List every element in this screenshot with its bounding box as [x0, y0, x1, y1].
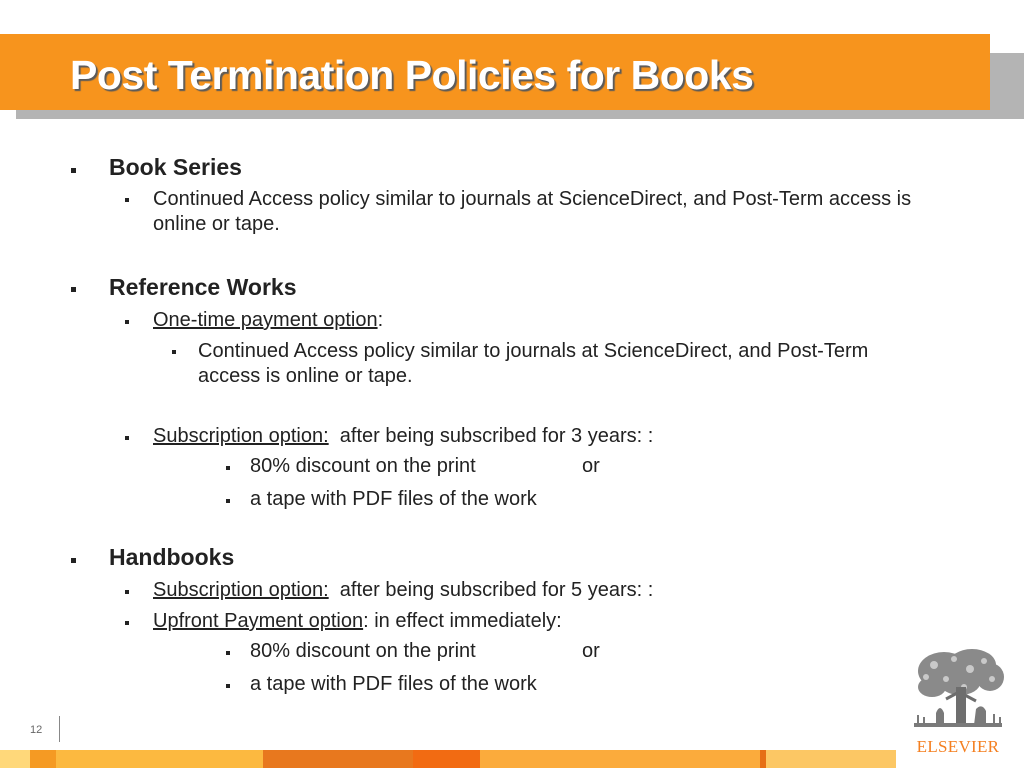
- page-divider: [59, 716, 60, 742]
- bullet-icon: [71, 287, 76, 292]
- hb-upfront-option: Upfront Payment option: [153, 610, 364, 632]
- hb-or: or: [582, 640, 600, 662]
- hb-upfront-line: [153, 610, 562, 633]
- book-series-item-line1: Continued Access policy similar to journals at ScienceDirect, and Post-Term access is: [153, 188, 912, 210]
- onetime-sub-line1: Continued Access policy similar to journals at ScienceDirect, and Post-Term: [198, 340, 869, 362]
- hb-subscription-option: Subscription option:: [153, 579, 329, 601]
- elsevier-logo-text: ELSEVIER: [916, 737, 1000, 756]
- footer-bar-segment: [56, 750, 263, 768]
- bullet-icon: [71, 558, 76, 563]
- footer-bar-segment: [480, 750, 760, 768]
- bullet-icon: [125, 590, 129, 594]
- bullet-icon: [125, 320, 129, 324]
- bullet-icon: [125, 198, 129, 202]
- elsevier-tree-icon: [910, 647, 1006, 733]
- book-series-item-line2: online or tape.: [153, 213, 280, 235]
- footer-bar-segment: [0, 750, 30, 768]
- onetime-sub-line2: access is online or tape.: [198, 365, 413, 387]
- bullet-icon: [226, 466, 230, 470]
- bullet-icon: [226, 651, 230, 655]
- bullet-icon: [71, 168, 76, 173]
- heading-handbooks: Handbooks: [109, 544, 235, 570]
- ref-or: or: [582, 455, 600, 477]
- slide-title: Post Termination Policies for Books: [70, 52, 754, 98]
- heading-reference-works: Reference Works: [109, 274, 297, 300]
- bullet-icon: [226, 684, 230, 688]
- hb-upfront-text: : in effect immediately:: [363, 610, 562, 632]
- footer-bar-segment: [30, 750, 56, 768]
- footer-bar-segment: [413, 750, 480, 768]
- bullet-icon: [226, 499, 230, 503]
- ref-tape: a tape with PDF files of the work: [250, 488, 537, 510]
- footer-bar-segment: [263, 750, 413, 768]
- ref-subscription-line: [153, 425, 653, 448]
- ref-subscription-option: Subscription option:: [153, 425, 329, 447]
- onetime-payment-option: One-time payment option: [153, 309, 378, 331]
- bullet-icon: [125, 436, 129, 440]
- hb-discount: 80% discount on the print: [250, 640, 476, 662]
- hb-subscription-line: [153, 579, 653, 602]
- footer-bar-segment: [766, 750, 896, 768]
- hb-tape: a tape with PDF files of the work: [250, 673, 537, 695]
- page-number: 12: [30, 724, 43, 736]
- onetime-payment-line: [153, 309, 383, 332]
- bullet-icon: [172, 350, 176, 354]
- hb-subscription-text: after being subscribed for 5 years: :: [339, 579, 654, 601]
- bullet-icon: [125, 621, 129, 625]
- ref-discount: 80% discount on the print: [250, 455, 476, 477]
- heading-book-series: Book Series: [109, 154, 242, 180]
- ref-subscription-text: after being subscribed for 3 years: :: [339, 425, 654, 447]
- onetime-colon: :: [377, 309, 384, 331]
